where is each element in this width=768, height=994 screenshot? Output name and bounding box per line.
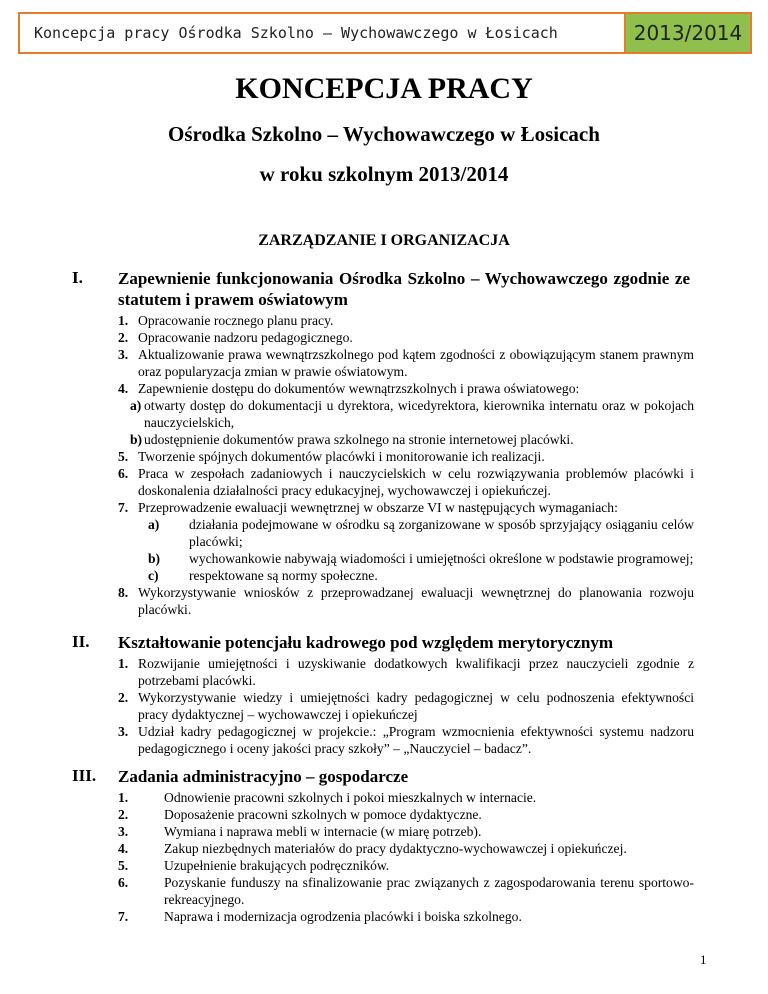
list-item bbox=[118, 346, 694, 380]
item-text: Wykorzystywanie wiedzy i umiejętności kadry pedagogicznej w celu podnoszenia efektywności pracy dydaktycznej – wychowawczej i opiekuńczej bbox=[138, 690, 694, 722]
item-text: Zakup niezbędnych materiałów do pracy dydaktyczno-wychowawczej i opiekuńczej. bbox=[164, 841, 627, 856]
list-item bbox=[118, 806, 694, 823]
section-items bbox=[118, 312, 694, 618]
item-number: 2. bbox=[118, 690, 129, 705]
item-number: 3. bbox=[118, 724, 129, 739]
sub-item-letter: b) bbox=[130, 432, 143, 447]
item-text: Pozyskanie funduszy na sfinalizowanie prac związanych z zagospodarowania terenu sportowo-rekreacyjnego. bbox=[164, 875, 694, 907]
item-text: Aktualizowanie prawa wewnątrzszkolnego pod kątem zgodności z obowiązującym stanem prawnym oraz popularyzacja zmian w prawie oświatowym. bbox=[138, 347, 694, 379]
item-number: 5. bbox=[118, 858, 129, 873]
document-school-year: w roku szkolnym 2013/2014 bbox=[259, 162, 509, 186]
section-heading: ZARZĄDZANIE I ORGANIZACJA bbox=[258, 232, 510, 249]
item-number: 2. bbox=[118, 807, 129, 822]
item-text: Wykorzystywanie wniosków z przeprowadzanej ewaluacji wewnętrznej do planowania rozwoju placówki. bbox=[138, 585, 694, 617]
section-number: I. bbox=[72, 268, 83, 287]
sub-item-letter: a) bbox=[148, 517, 160, 532]
sub-item bbox=[118, 550, 694, 567]
item-number: 4. bbox=[118, 841, 129, 856]
header-title: Koncepcja pracy Ośrodka Szkolno – Wychowawczego w Łosicach bbox=[18, 12, 624, 54]
sub-item-text: działania podejmowane w ośrodku są zorganizowane w sposób sprzyjający osiąganiu celów placówki; bbox=[189, 517, 694, 549]
item-text: Opracowanie nadzoru pedagogicznego. bbox=[138, 330, 353, 345]
sub-item bbox=[118, 567, 694, 584]
list-item bbox=[118, 908, 694, 925]
item-number: 2. bbox=[118, 330, 129, 345]
sub-item-letter: a) bbox=[130, 398, 142, 413]
list-item bbox=[118, 857, 694, 874]
item-text: Praca w zespołach zadaniowych i nauczycielskich w celu rozwiązywania problemów placówki i doskonalenia działalności pracy edukacyjnej, wychowawczej i opiekuńczej. bbox=[138, 466, 694, 498]
item-text: Przeprowadzenie ewaluacji wewnętrznej w obszarze VI w następujących wymaganiach: bbox=[138, 500, 618, 515]
item-number: 1. bbox=[118, 790, 129, 805]
list-item bbox=[118, 448, 694, 465]
item-number: 8. bbox=[118, 585, 129, 600]
item-text: Uzupełnienie brakujących podręczników. bbox=[164, 858, 390, 873]
item-text: Wymiana i naprawa mebli w internacie (w miarę potrzeb). bbox=[164, 824, 482, 839]
section-title: Zadania administracyjno – gospodarcze bbox=[118, 767, 409, 786]
sub-item bbox=[118, 431, 694, 448]
item-text: Doposażenie pracowni szkolnych w pomoce dydaktyczne. bbox=[164, 807, 482, 822]
item-text: Zapewnienie dostępu do dokumentów wewnątrzszkolnych i prawa oświatowego: bbox=[138, 381, 580, 396]
section-items bbox=[118, 655, 694, 757]
item-number: 7. bbox=[118, 909, 129, 924]
list-item bbox=[118, 499, 694, 516]
list-item bbox=[118, 840, 694, 857]
sub-item bbox=[118, 516, 694, 550]
item-number: 6. bbox=[118, 466, 129, 481]
item-text: Udział kadry pedagogicznej w projekcie.: „Program wzmocnienia efektywności systemu nadzoru pedagogicznego i oceny jakości pracy szkoły” – „Nauczyciel – badacz”. bbox=[138, 724, 694, 756]
page-header bbox=[18, 12, 752, 54]
sub-item-text: udostępnienie dokumentów prawa szkolnego na stronie internetowej placówki. bbox=[144, 432, 574, 447]
list-item bbox=[118, 689, 694, 723]
sub-item bbox=[118, 397, 694, 431]
section-title: Zapewnienie funkcjonowania Ośrodka Szkolno – Wychowawczego zgodnie ze statutem i prawem oświatowym bbox=[118, 269, 690, 309]
page-number: 1 bbox=[700, 952, 707, 967]
section-items bbox=[118, 789, 694, 925]
document-title: KONCEPCJA PRACY bbox=[235, 72, 533, 105]
list-item bbox=[118, 789, 694, 806]
list-item bbox=[118, 312, 694, 329]
item-number: 1. bbox=[118, 656, 129, 671]
item-text: Naprawa i modernizacja ogrodzenia placówki i boiska szkolnego. bbox=[164, 909, 522, 924]
header-year-badge: 2013/2014 bbox=[624, 12, 752, 54]
document-subtitle: Ośrodka Szkolno – Wychowawczego w Łosicach bbox=[168, 122, 600, 146]
item-number: 1. bbox=[118, 313, 129, 328]
sub-item-letter: c) bbox=[148, 568, 159, 583]
item-number: 4. bbox=[118, 381, 129, 396]
list-item bbox=[118, 874, 694, 908]
list-item bbox=[118, 723, 694, 757]
list-item bbox=[118, 823, 694, 840]
sub-item-text: respektowane są normy społeczne. bbox=[189, 568, 378, 583]
item-number: 3. bbox=[118, 347, 129, 362]
item-text: Rozwijanie umiejętności i uzyskiwanie dodatkowych kwalifikacji przez nauczycieli zgodnie z potrzebami placówki. bbox=[138, 656, 694, 688]
list-item bbox=[118, 465, 694, 499]
sub-item-text: wychowankowie nabywają wiadomości i umiejętności określone w podstawie programowej; bbox=[189, 551, 694, 566]
item-number: 6. bbox=[118, 875, 129, 890]
item-number: 5. bbox=[118, 449, 129, 464]
list-item bbox=[118, 584, 694, 618]
sub-item-letter: b) bbox=[148, 551, 161, 566]
item-number: 3. bbox=[118, 824, 129, 839]
item-text: Odnowienie pracowni szkolnych i pokoi mieszkalnych w internacie. bbox=[164, 790, 537, 805]
item-text: Tworzenie spójnych dokumentów placówki i monitorowanie ich realizacji. bbox=[138, 449, 545, 464]
sub-item-text: otwarty dostęp do dokumentacji u dyrektora, wicedyrektora, kierownika internatu oraz w pokojach nauczycielskich, bbox=[144, 398, 694, 430]
section-number: II. bbox=[72, 632, 90, 651]
section-title: Kształtowanie potencjału kadrowego pod względem merytorycznym bbox=[118, 633, 613, 652]
section-number: III. bbox=[72, 766, 97, 785]
list-item bbox=[118, 380, 694, 397]
item-number: 7. bbox=[118, 500, 129, 515]
list-item bbox=[118, 329, 694, 346]
list-item bbox=[118, 655, 694, 689]
item-text: Opracowanie rocznego planu pracy. bbox=[138, 313, 334, 328]
